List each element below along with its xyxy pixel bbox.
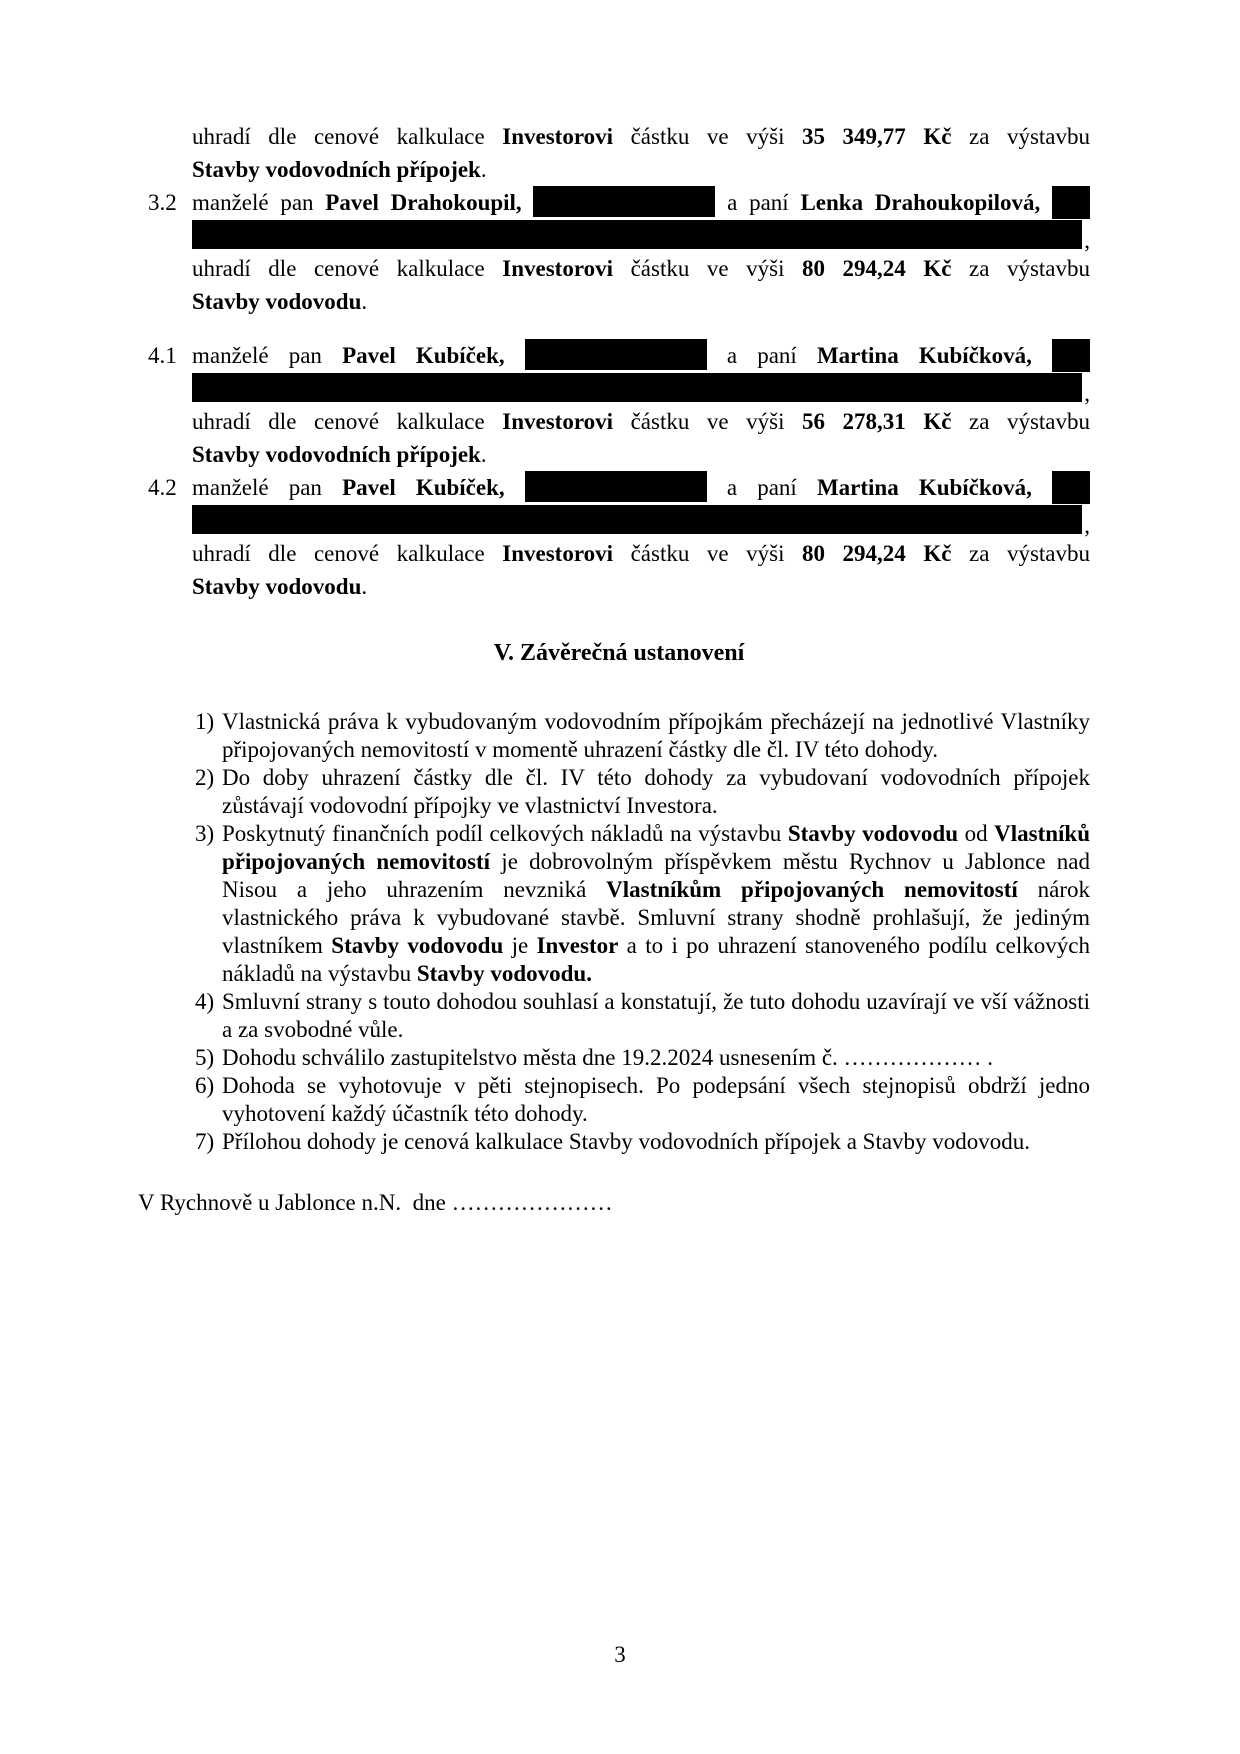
construction-name: Stavby vodovodních přípojek [192, 442, 481, 467]
place-date-line: V Rychnově u Jablonce n.N. dne ………………… [138, 1190, 613, 1215]
item-segment-bold: Stavby vodovodu [331, 933, 504, 958]
clause-4-1 [148, 339, 1090, 471]
provision-item-7 [195, 1128, 1090, 1156]
amount-value: 35 349,77 Kč [802, 124, 952, 149]
payment-line [192, 252, 1090, 285]
redaction-bar [192, 373, 1082, 402]
payment-line [192, 120, 1090, 153]
item-segment: Vlastnická práva k vybudovaným vodovodním přípojkám přecházejí na jednotlivé Vlastníky připojovaných nemovitostí v momentě uhrazení částky dle čl. IV této dohody. [222, 709, 1090, 762]
section-heading: V. Závěrečná ustanovení [493, 640, 745, 666]
husband-name: Pavel Kubíček, [342, 475, 505, 500]
provision-item-6 [195, 1072, 1090, 1128]
parties-text: a paní [727, 190, 789, 215]
parties-text: a paní [726, 475, 797, 500]
payment-text: uhradí dle cenové kalkulace [192, 124, 485, 149]
payment-text: částku ve výši [630, 124, 785, 149]
clause-3-1-continuation [148, 120, 1090, 186]
payment-line [192, 405, 1090, 438]
item-segment: je [503, 933, 537, 958]
item-number: 4) [195, 989, 215, 1014]
item-segment: Přílohou dohody je cenová kalkulace Stavby vodovodních přípojek a Stavby vodovodu. [222, 1129, 1031, 1154]
parties-line [192, 339, 1090, 372]
period: . [480, 442, 487, 467]
final-provisions-section [148, 708, 1090, 1156]
item-segment: nárok vlastnického práva k vybudované stavbě. Smluvní strany shodně prohlašují, že jediným vlastníkem [222, 877, 1090, 958]
payment-clauses-section [148, 120, 1090, 603]
wife-name: Martina Kubíčková, [816, 475, 1032, 500]
item-text [222, 764, 1090, 820]
construction-name: Stavby vodovodních přípojek [192, 157, 481, 182]
payment-text: částku ve výši [630, 409, 785, 434]
payment-text: částku ve výši [630, 541, 785, 566]
clause-4-2 [148, 471, 1090, 603]
payment-text: uhradí dle cenové kalkulace [192, 409, 485, 434]
husband-name: Pavel Drahokoupil, [325, 190, 522, 215]
husband-name: Pavel Kubíček, [342, 343, 505, 368]
item-number: 2) [195, 765, 215, 790]
parties-line [192, 186, 1090, 219]
investor-word: Investorovi [502, 541, 614, 566]
payment-line [192, 537, 1090, 570]
item-segment: a to i po uhrazení stanoveného podílu celkových nákladů na výstavbu [222, 933, 1090, 986]
redacted-address-line [192, 504, 1090, 537]
period: . [361, 289, 368, 314]
item-number: 3) [195, 821, 215, 846]
clause-number: 4.1 [148, 343, 177, 368]
page-number: 3 [614, 1642, 626, 1667]
object-line [192, 570, 1090, 603]
payment-text: za výstavbu [969, 409, 1091, 434]
parties-text: manželé pan [192, 475, 322, 500]
provision-item-2 [195, 764, 1090, 820]
provision-item-3 [195, 820, 1090, 988]
item-text [222, 1072, 1090, 1128]
clause-number: 3.2 [148, 190, 177, 215]
item-text [222, 1128, 1090, 1156]
item-number: 6) [195, 1073, 215, 1098]
parties-text: a paní [726, 343, 797, 368]
item-segment: Dohoda se vyhotovuje v pěti stejnopisech. Po podepsání všech stejnopisů obdrží jedno vyhotovení každý účastník této dohody. [222, 1073, 1090, 1126]
redacted-address-line [192, 219, 1090, 252]
redaction-box [1052, 339, 1090, 372]
payment-text: uhradí dle cenové kalkulace [192, 256, 485, 281]
amount-value: 80 294,24 Kč [802, 541, 952, 566]
redaction-box [1052, 186, 1090, 219]
object-line [192, 285, 1090, 318]
item-segment: je dobrovolným příspěvkem městu Rychnov u Jablonce nad Nisou a jeho uhrazením nevzniká [222, 849, 1090, 902]
parties-line [192, 471, 1090, 504]
parties-text: manželé pan [192, 190, 314, 215]
redaction-bar [192, 220, 1082, 249]
payment-text: za výstavbu [969, 256, 1091, 281]
item-text [222, 988, 1090, 1044]
item-segment-bold: Stavby vodovodu. [416, 961, 592, 986]
payment-text: za výstavbu [969, 124, 1091, 149]
investor-word: Investorovi [502, 124, 614, 149]
redaction-box [525, 471, 707, 502]
comma: , [1084, 513, 1090, 538]
wife-name: Lenka Drahoukopilová, [800, 190, 1041, 215]
item-text [222, 1044, 1090, 1072]
wife-name: Martina Kubíčková, [816, 343, 1032, 368]
item-segment: Smluvní strany s touto dohodou souhlasí a konstatují, že tuto dohodu uzavírají ve vší vážnosti a za svobodné vůle. [222, 989, 1090, 1042]
amount-value: 80 294,24 Kč [802, 256, 952, 281]
amount-value: 56 278,31 Kč [802, 409, 952, 434]
investor-word: Investorovi [502, 409, 614, 434]
item-number: 5) [195, 1045, 215, 1070]
payment-text: za výstavbu [969, 541, 1091, 566]
item-segment-bold: Stavby vodovodu [787, 821, 959, 846]
object-line [192, 438, 1090, 471]
item-segment: od [958, 821, 995, 846]
redaction-box [525, 339, 707, 370]
provision-item-1 [195, 708, 1090, 764]
item-segment: Do doby uhrazení částky dle čl. IV této dohody za vybudovaní vodovodních přípojek zůstávají vodovodní přípojky ve vlastnictví Investora. [222, 765, 1090, 818]
comma: , [1084, 228, 1090, 253]
comma: , [1084, 381, 1090, 406]
redaction-box [1052, 471, 1090, 504]
redacted-address-line [192, 372, 1090, 405]
object-line [192, 153, 1090, 186]
investor-word: Investorovi [502, 256, 614, 281]
item-segment-bold: Vlastníků připojovaných nemovitostí [222, 821, 1090, 874]
item-text [222, 820, 1090, 988]
item-segment-bold: Investor [536, 933, 619, 958]
redaction-box [533, 186, 715, 217]
item-segment: Poskytnutý finančních podíl celkových nákladů na výstavbu [222, 821, 788, 846]
provision-item-4 [195, 988, 1090, 1044]
period: . [480, 157, 487, 182]
construction-name: Stavby vodovodu [192, 574, 362, 599]
clause-number: 4.2 [148, 475, 177, 500]
period: . [361, 574, 368, 599]
payment-text: částku ve výši [630, 256, 785, 281]
redaction-bar [192, 505, 1082, 534]
item-number: 7) [195, 1129, 215, 1154]
provision-item-5 [195, 1044, 1090, 1072]
parties-text: manželé pan [192, 343, 322, 368]
payment-text: uhradí dle cenové kalkulace [192, 541, 485, 566]
item-text [222, 708, 1090, 764]
construction-name: Stavby vodovodu [192, 289, 362, 314]
item-number: 1) [195, 709, 215, 734]
item-segment-bold: Vlastníkům připojovaných nemovitostí [606, 877, 1018, 902]
clause-3-2 [148, 186, 1090, 318]
item-segment: Dohodu schválilo zastupitelstvo města dne 19.2.2024 usnesením č. ……………… . [222, 1045, 994, 1070]
